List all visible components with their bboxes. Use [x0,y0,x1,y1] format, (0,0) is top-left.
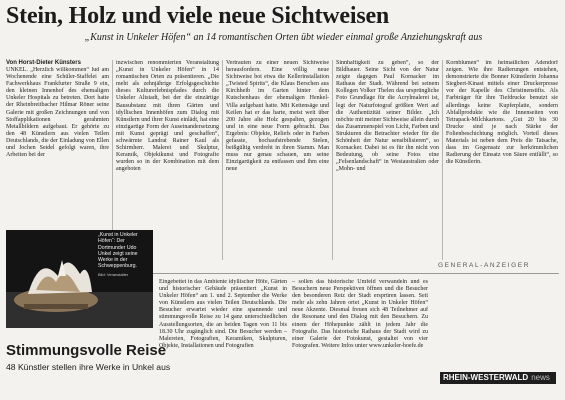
column-divider [222,60,223,260]
sculpture-plinth [24,304,88,309]
photo-caption-text: „Kunst in Unkeler Höfen“: Der Dortmunder Udo Unkel zeigt seine Werke in der Schweppenburg. [98,232,138,270]
article-column-4: Sinnhaftigkeit zu geben“, so der Bildhauer. Seine Sicht von der Natur zeigte dagegen Paul Kornacker im Rathaus der Stadt. Während bei seinem Kollegen Volker Thelen das ursprüngliche Foto Grundlage für die Acrylmalerei ist, legt der Naturfotograf größten Wert auf die Authentizität seiner Bilder. „Ich möchte mit meiner Sichtweise allein durch das Zusammenspiel von Licht, Farben und Strukturen die Betrachter wieder für die Schönheit der Natur sensibilisieren“, so Kornacker. Dabei ist es für ihn nicht von Bedeutung, ob seine Fotos eine „Felsenlandschaft“ in Westaustralien oder „Mohn- und [336,60,439,173]
article-headline: Stein, Holz und viele neue Sichtweisen [6,3,390,29]
photo-caption [98,232,150,278]
sidebar-subtitle: 48 Künstler stellen ihre Werke in Unkel aus [6,362,171,372]
article-column-1: UNKEL. „Herzlich willkommen“ lud am Wochenende eine Schüler-Staffelei am Fachwerkhaus Frankfurter Straße 9 ein, den kleinen Innenhof des ehemaligen Unkeler Hospitals zu betreten. Dort hatte der Rheinbreitbacher Hilmar Röner seine Galerie mit großen Zeichnungen und von Stoffapplikationen gerahmten Metallbildern aufgebaut. Er gehörte zu den 48 Künstlern aus vielen Teilen Deutschlands, die der Einladung von Ellen und Jochen Seidel gefolgt waren, ihre Arbeiten bei der [6,67,109,159]
column-divider [332,60,333,260]
logo-name: RHEIN-WESTERWALD [443,373,529,382]
article-column-3: Vertrauten zu einer neuen Sichtweise herausfordern. Eine völlig neue Sichtweise bot etwa die Kellerinstallation „Twisted Spirits“, die Klaus Berschen aus Kirchheib im Garten hinter dem Kutschenhaus der ehemaligen Henkel-Villa aufgebaut hatte. Mit Kettensäge und Keilen hat er das harte, meist weit über 200 Jahre alte Holz gespalten, gezogen und in eine neue Form gebracht. Das Ergebnis: Objekte, Reliefs oder in Farben gefasste, hochaufstrebende Stelen, beißgültig verdreht in ihren Stamm. Man muss nur genau schauen, um seine Einzigartigkeit zu entfassen und ihm eine neue [226,60,329,173]
column-divider [442,60,443,260]
article-subheadline: „Kunst in Unkeler Höfen“ an 14 romantischen Orten übt wieder einmal große Anziehungskraft aus [84,32,483,43]
article-column-2: inzwischen renommierten Veranstaltung „Kunst in Unkeler Höfen“ in 14 romantischen Orten zu präsentieren. „Die meht als zehnjährige Erfolgsgeschichte dieses Kulturerlebnispfades durch die Unkeler Altstadt, bei der die einzärtige Bausubstanz mit ihren Gärten und idyllischen Innenhöfen zum Dialog mit Künstlern und ihrer Kunst einlädt, hat eine einzigartige Form der Auseinandersetzung mit Kunst geprägt und geschaffen“, schwärmte Landrat Rainer Kaul als Schirmherr. Malerei und Skulptur, Keramik, Objektkunst und Fotografie wurden so in der Kombination mit dem angeboten [116,60,219,173]
sidebar-column-2: – sollen das historische Umfeld verwandeln und es Besuchern neue Perspektiven öffnen und die Besucher den besonderen Reiz der Stadt ersprüren lassen. Seit mehr als zehn Jahren ortet „Kunst in Unkeler Höfen“ neue Akzente. Diesmal freuen sich 48 Teilnehmer auf die Resonanz und den Dialog mit den Besuchern. Zu einem der Höhepunkte zählt in jedem Jahr die Fotografie. Das historische Rathaus der Stadt wird zu einer Galerie der Fotokunst, gestaltet von vier Fotografen. Weitere Infos unter www.unkeler-hoefe.de [292,279,428,349]
photo-credit: Bild: Veranstalter [98,271,129,277]
article-byline: Von Horst-Dieter Künsters [6,60,81,66]
sidebar-column-1: Eingebettet in das Ambiente idyllischer Höfe, Gärten und historischer Gebäude präsentiert „Kunst in Unkeler Höfen“ am 1. und 2. September die Werke von Künstlern aus vielen Teilen Deutschlands. Die Besucher erwartet wieder eine spannende und stimmungsvolle Reise zu 14 ganz unterschiedlichen Ausstellungsorten, die an beiden Tagen von 11 bis 18.30 Uhr zugänglich sind. Die Besucher werden – Malereien, Fotografien, Keramiken, Skulpturen, Objekte, Installationen und Fotografien [159,279,287,349]
rhein-westerwald-news-logo [440,372,556,384]
article-column-5: Kornblumen“ im heimatlichen Adendorf zeigen. Wie ihre Radierungen entstehen, demonstrierte die Bonner Künstlerin Johanna Siegbert-Kinast mittels einer Druckerpresse vor der Kapelle des Christinenstifts. Als Farbträger für ihre Tiefdrucke benutzt sie allerdings keine Kupferplatte, sondern Abfallprodukte wie die Innenseiten von Tetrapack-Milchkartons. „Gut 20 bis 30 Drucke sind je nach Stärke der Folienbeschichtung möglich. Vorteil dieses Materials ist neben dem Preis die Tatsache, dass im Gegensatz zur herkömmlichen Radierung der Einsatz von Säure entfällt“, so die Künstlerin. [446,60,558,166]
logo-suffix: news [531,373,550,382]
newspaper-signature: GENERAL-ANZEIGER [437,262,530,269]
sidebar-title: Stimmungsvolle Reise [6,342,167,359]
